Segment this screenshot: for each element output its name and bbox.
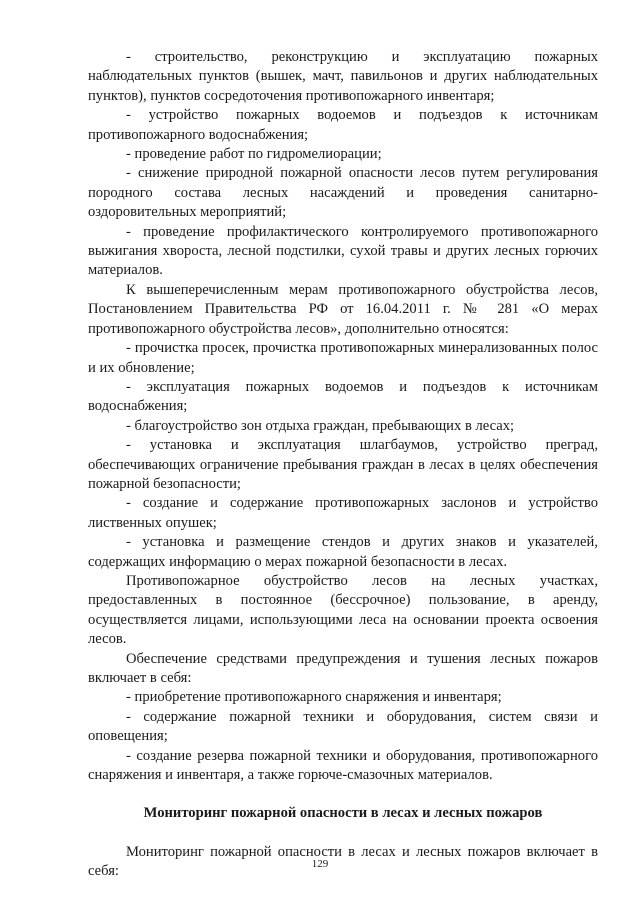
page-body bbox=[88, 48, 598, 882]
paragraph: - благоустройство зон отдыха граждан, пребывающих в лесах; bbox=[126, 417, 515, 434]
paragraph: - проведение работ по гидромелиорации; bbox=[126, 146, 382, 163]
paragraph: - создание резерва пожарной техники и оборудования, противопожарного снаряжения и инвентаря, а также горюче-смазочных материалов. bbox=[88, 747, 598, 784]
paragraph: Противопожарное обустройство лесов на лесных участках, предоставленных в постоянное (бессрочное) пользование, в аренду, осуществляется лицами, использующими леса на основании проекта освоения лесов. bbox=[88, 572, 598, 648]
paragraph: К вышеперечисленным мерам противопожарного обустройства лесов, Постановлением Правительства РФ от 16.04.2011 г. № 281 «О мерах противопожарного обустройства лесов», дополнительно относятся: bbox=[88, 281, 598, 337]
paragraph: Мониторинг пожарной опасности в лесах и лесных пожаров включает в себя: bbox=[88, 843, 598, 880]
paragraph: - приобретение противопожарного снаряжения и инвентаря; bbox=[126, 689, 502, 706]
paragraph: - создание и содержание противопожарных заслонов и устройство лиственных опушек; bbox=[88, 495, 598, 531]
paragraph: - строительство, реконструкцию и эксплуатацию пожарных наблюдательных пунктов (вышек, мачт, павильонов и других наблюдательных пунктов), пунктов сосредоточения противопожарного инвентаря; bbox=[88, 49, 598, 104]
paragraph: - содержание пожарной техники и оборудования, систем связи и оповещения; bbox=[88, 708, 598, 745]
paragraph: - установка и эксплуатация шлагбаумов, устройство преград, обеспечивающих ограничение пребывания граждан в лесах в целях обеспечения пожарной безопасности; bbox=[88, 437, 598, 492]
section-heading: Мониторинг пожарной опасности в лесах и лесных пожаров bbox=[143, 805, 543, 822]
paragraph: - прочистка просек, прочистка противопожарных минерализованных полос и их обновление; bbox=[88, 340, 598, 376]
paragraph: - снижение природной пожарной опасности лесов путем регулирования породного состава лесных насаждений и проведения санитарно-оздоровительных мероприятий; bbox=[88, 165, 598, 221]
paragraph: - устройство пожарных водоемов и подъездов к источникам противопожарного водоснабжения; bbox=[88, 107, 598, 143]
paragraph: - установка и размещение стендов и других знаков и указателей, содержащих информацию о мерах пожарной безопасности в лесах. bbox=[88, 534, 598, 570]
paragraph: Обеспечение средствами предупреждения и тушения лесных пожаров включает в себя: bbox=[88, 650, 598, 686]
paragraph: - эксплуатация пожарных водоемов и подъездов к источникам водоснабжения; bbox=[88, 378, 598, 415]
paragraph: - проведение профилактического контролируемого противопожарного выжигания хвороста, лесной подстилки, сухой травы и других лесных горючих материалов. bbox=[88, 223, 598, 279]
page-number: 129 bbox=[311, 858, 329, 870]
